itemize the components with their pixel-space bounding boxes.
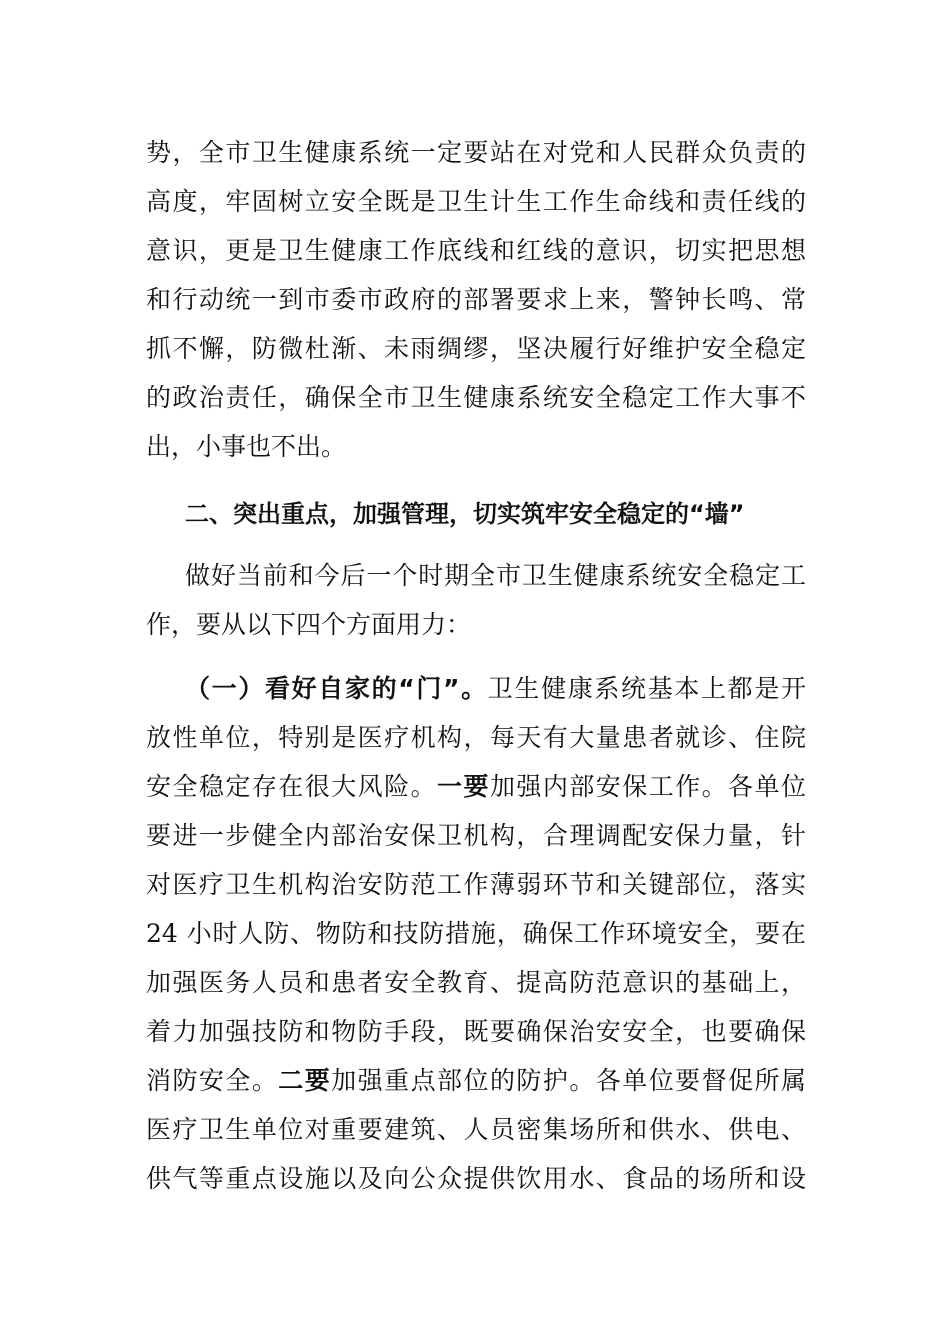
paragraph-line: 供气等重点设施以及向公众提供饮用水、食品的场所和设: [146, 1164, 806, 1193]
paragraph-line: 做好当前和今后一个时期全市卫生健康系统安全稳定工: [185, 561, 806, 590]
paragraph-line: 出，小事也不出。: [146, 432, 347, 461]
paragraph-line: 和行动统一到市委市政府的部署要求上来，警钟长鸣、常: [146, 285, 806, 314]
paragraph-line: 加强医务人员和患者安全教育、提高防范意识的基础上，: [146, 968, 806, 997]
line-text: 加强重点部位的防护。各单位要督促所属: [331, 1066, 806, 1095]
paragraph-line: [146, 1057, 806, 1105]
paragraph-line: 要进一步健全内部治安保卫机构，合理调配安保力量，针: [146, 821, 806, 850]
item-title-rest: 卫生健康系统基本上都是开: [487, 674, 806, 703]
line-text: 安全稳定存在很大风险。: [146, 772, 438, 801]
paragraph-line: 24 小时人防、物防和技防措施，确保工作环境安全，要在: [146, 919, 806, 948]
line-text: 消防安全。: [146, 1066, 279, 1095]
item-title-bold: （一）看好自家的“门”。: [185, 674, 488, 703]
paragraph-line: 意识，更是卫生健康工作底线和红线的意识，切实把思想: [146, 236, 806, 265]
paragraph-line: [146, 763, 806, 811]
item-title-line: [185, 665, 806, 713]
paragraph-line: 医疗卫生单位对重要建筑、人员密集场所和供水、供电、: [146, 1115, 806, 1144]
paragraph-line: 抓不懈，防微杜渐、未雨绸缪，坚决履行好维护安全稳定: [146, 334, 806, 363]
line-text: 加强内部安保工作。各单位: [489, 772, 806, 801]
paragraph-line: 着力加强技防和物防手段，既要确保治安安全，也要确保: [146, 1017, 806, 1046]
emphasis-yi: 一要: [437, 772, 490, 801]
paragraph-line: 作，要从以下四个方面用力：: [146, 610, 472, 639]
paragraph-line: 高度，牢固树立安全既是卫生计生工作生命线和责任线的: [146, 187, 806, 216]
emphasis-er: 二要: [278, 1066, 332, 1095]
paragraph-line: 势，全市卫生健康系统一定要站在对党和人民群众负责的: [146, 138, 806, 167]
paragraph-line: 放性单位，特别是医疗机构，每天有大量患者就诊、住院: [146, 723, 806, 752]
paragraph-line: 对医疗卫生机构治安防范工作薄弱环节和关键部位，落实: [146, 870, 806, 899]
paragraph-line: 的政治责任，确保全市卫生健康系统安全稳定工作大事不: [146, 383, 806, 412]
section-heading: 二、突出重点，加强管理，切实筑牢安全稳定的“墙”: [185, 500, 745, 528]
